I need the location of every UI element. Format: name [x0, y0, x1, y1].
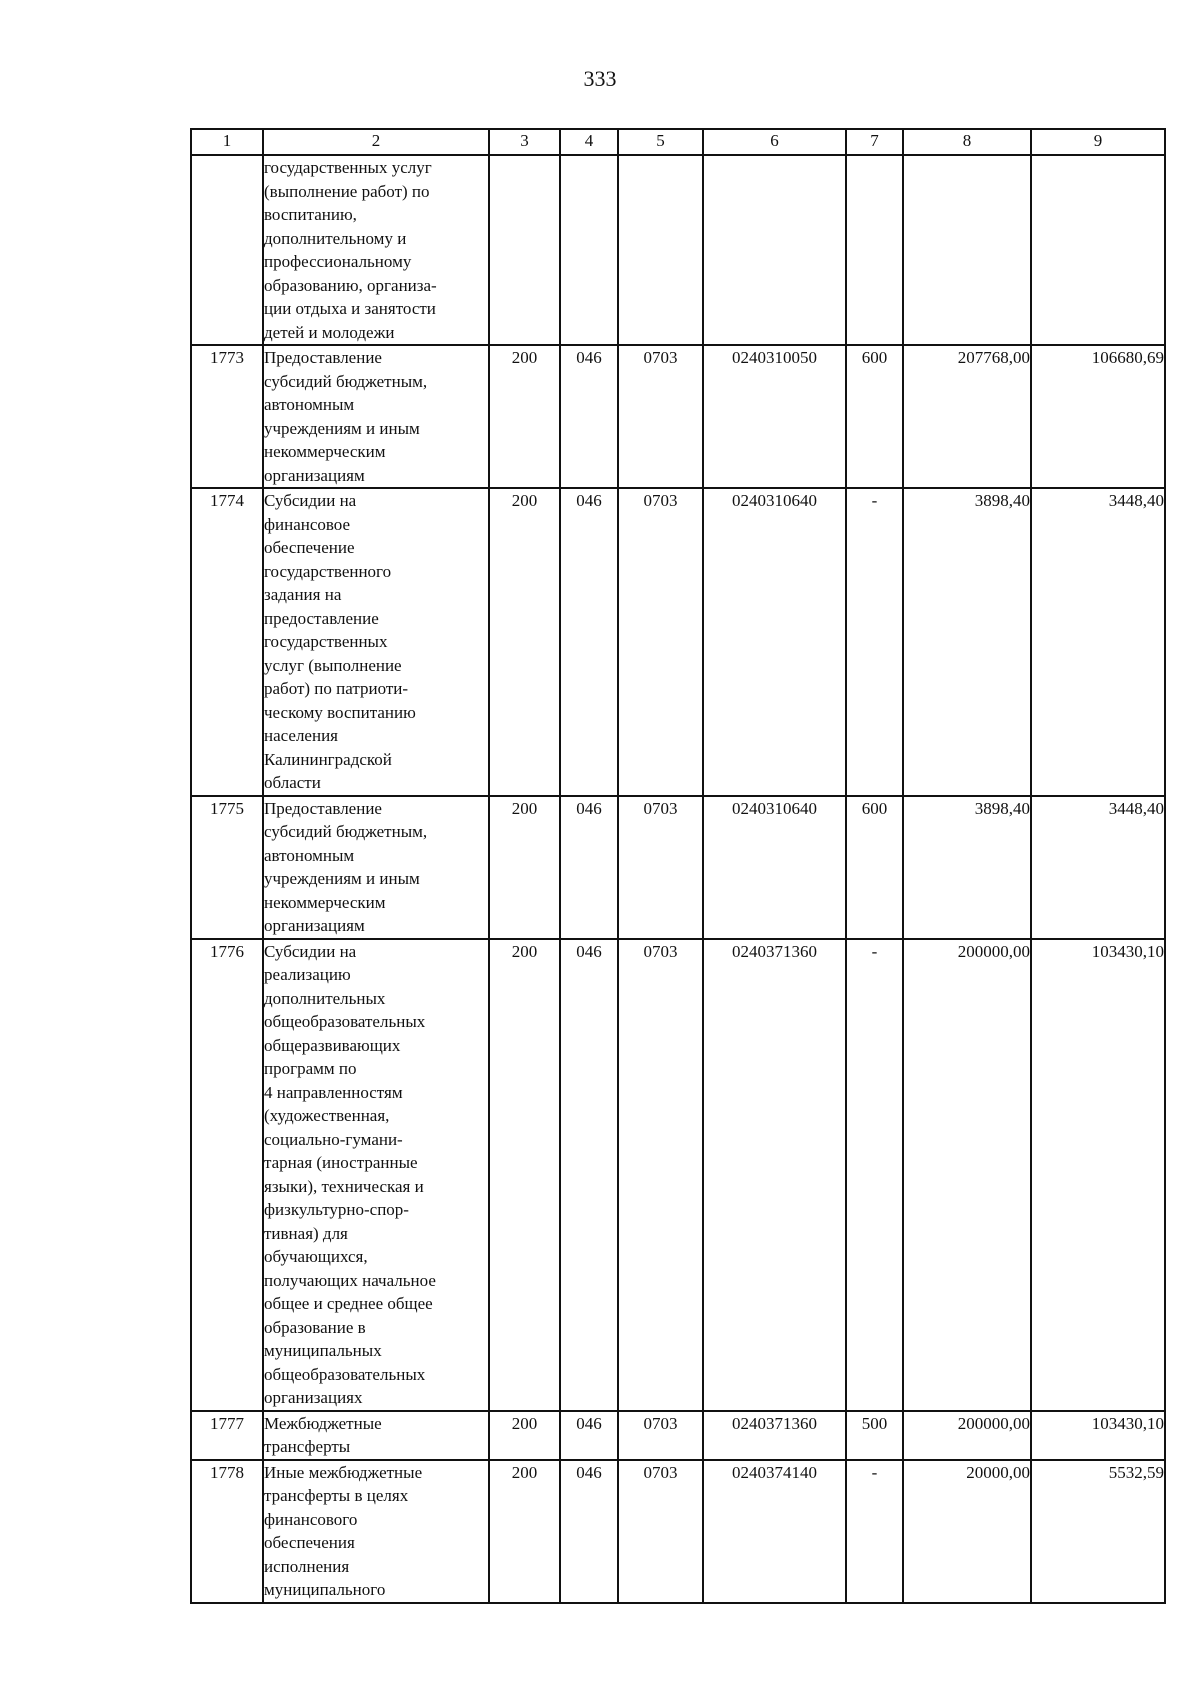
table-row	[191, 488, 1165, 796]
cell-col5: 0703	[618, 796, 703, 939]
cell-col3: 200	[489, 939, 560, 1411]
row-description: Субсидии на реализацию дополнительных общеобразовательных общеразвивающих программ по 4 направленностям (художественная, социально-гумани- тарная (иностранные языки), техническая и физкультурно-спор- тивная) для обучающихся, получающих начальное общее и среднее общее образование в муниципальных общеобразовательных организациях	[263, 939, 489, 1411]
cell-col4: 046	[560, 796, 618, 939]
cell-col9: 3448,40	[1031, 796, 1165, 939]
cell-col8	[903, 155, 1031, 345]
cell-col8: 3898,40	[903, 488, 1031, 796]
cell-col5: 0703	[618, 939, 703, 1411]
cell-col5: 0703	[618, 488, 703, 796]
cell-col4: 046	[560, 488, 618, 796]
column-header: 7	[846, 129, 903, 155]
column-header: 9	[1031, 129, 1165, 155]
cell-col6: 0240310050	[703, 345, 846, 488]
cell-col9	[1031, 155, 1165, 345]
row-description: Предоставление субсидий бюджетным, автономным учреждениям и иным некоммерческим организациям	[263, 345, 489, 488]
row-number: 1777	[191, 1411, 263, 1460]
column-header: 8	[903, 129, 1031, 155]
cell-col7: 600	[846, 796, 903, 939]
cell-col4: 046	[560, 1411, 618, 1460]
cell-col3: 200	[489, 345, 560, 488]
cell-col9: 103430,10	[1031, 939, 1165, 1411]
cell-col7: -	[846, 939, 903, 1411]
cell-col7: 600	[846, 345, 903, 488]
row-number	[191, 155, 263, 345]
cell-col3: 200	[489, 1460, 560, 1603]
cell-col4: 046	[560, 345, 618, 488]
header-row	[191, 129, 1165, 155]
row-number: 1778	[191, 1460, 263, 1603]
cell-col8: 3898,40	[903, 796, 1031, 939]
row-number: 1774	[191, 488, 263, 796]
cell-col7: 500	[846, 1411, 903, 1460]
cell-col3	[489, 155, 560, 345]
cell-col5: 0703	[618, 1411, 703, 1460]
cell-col9: 103430,10	[1031, 1411, 1165, 1460]
cell-col3: 200	[489, 488, 560, 796]
cell-col3: 200	[489, 1411, 560, 1460]
cell-col5	[618, 155, 703, 345]
cell-col6: 0240310640	[703, 796, 846, 939]
row-description: Иные межбюджетные трансферты в целях финансового обеспечения исполнения муниципального	[263, 1460, 489, 1603]
cell-col7	[846, 155, 903, 345]
table-row	[191, 939, 1165, 1411]
table-row	[191, 796, 1165, 939]
row-description: Предоставление субсидий бюджетным, автономным учреждениям и иным некоммерческим организациям	[263, 796, 489, 939]
column-header: 2	[263, 129, 489, 155]
cell-col6: 0240374140	[703, 1460, 846, 1603]
cell-col7: -	[846, 1460, 903, 1603]
table-row	[191, 1411, 1165, 1460]
cell-col6: 0240371360	[703, 1411, 846, 1460]
cell-col7: -	[846, 488, 903, 796]
cell-col9: 5532,59	[1031, 1460, 1165, 1603]
page-number: 333	[583, 66, 617, 91]
cell-col8: 200000,00	[903, 1411, 1031, 1460]
column-header: 6	[703, 129, 846, 155]
cell-col4: 046	[560, 939, 618, 1411]
cell-col5: 0703	[618, 345, 703, 488]
column-header: 4	[560, 129, 618, 155]
cell-col8: 200000,00	[903, 939, 1031, 1411]
row-description: Субсидии на финансовое обеспечение государственного задания на предоставление государственных услуг (выполнение работ) по патриоти- ческому воспитанию населения Калининградской области	[263, 488, 489, 796]
table-row	[191, 155, 1165, 345]
cell-col3: 200	[489, 796, 560, 939]
cell-col9: 106680,69	[1031, 345, 1165, 488]
table-row	[191, 1460, 1165, 1603]
table-body	[191, 155, 1165, 1603]
row-number: 1776	[191, 939, 263, 1411]
cell-col8: 20000,00	[903, 1460, 1031, 1603]
cell-col4: 046	[560, 1460, 618, 1603]
cell-col4	[560, 155, 618, 345]
table-row	[191, 345, 1165, 488]
cell-col6: 0240310640	[703, 488, 846, 796]
cell-col6	[703, 155, 846, 345]
budget-table	[190, 128, 1166, 1604]
column-header: 3	[489, 129, 560, 155]
column-header: 5	[618, 129, 703, 155]
cell-col6: 0240371360	[703, 939, 846, 1411]
table-header	[191, 129, 1165, 155]
column-header: 1	[191, 129, 263, 155]
cell-col8: 207768,00	[903, 345, 1031, 488]
cell-col9: 3448,40	[1031, 488, 1165, 796]
row-description: Межбюджетные трансферты	[263, 1411, 489, 1460]
row-description: государственных услуг (выполнение работ) по воспитанию, дополнительному и профессиональному образованию, организа- ции отдыха и занятости детей и молодежи	[263, 155, 489, 345]
row-number: 1775	[191, 796, 263, 939]
row-number: 1773	[191, 345, 263, 488]
cell-col5: 0703	[618, 1460, 703, 1603]
